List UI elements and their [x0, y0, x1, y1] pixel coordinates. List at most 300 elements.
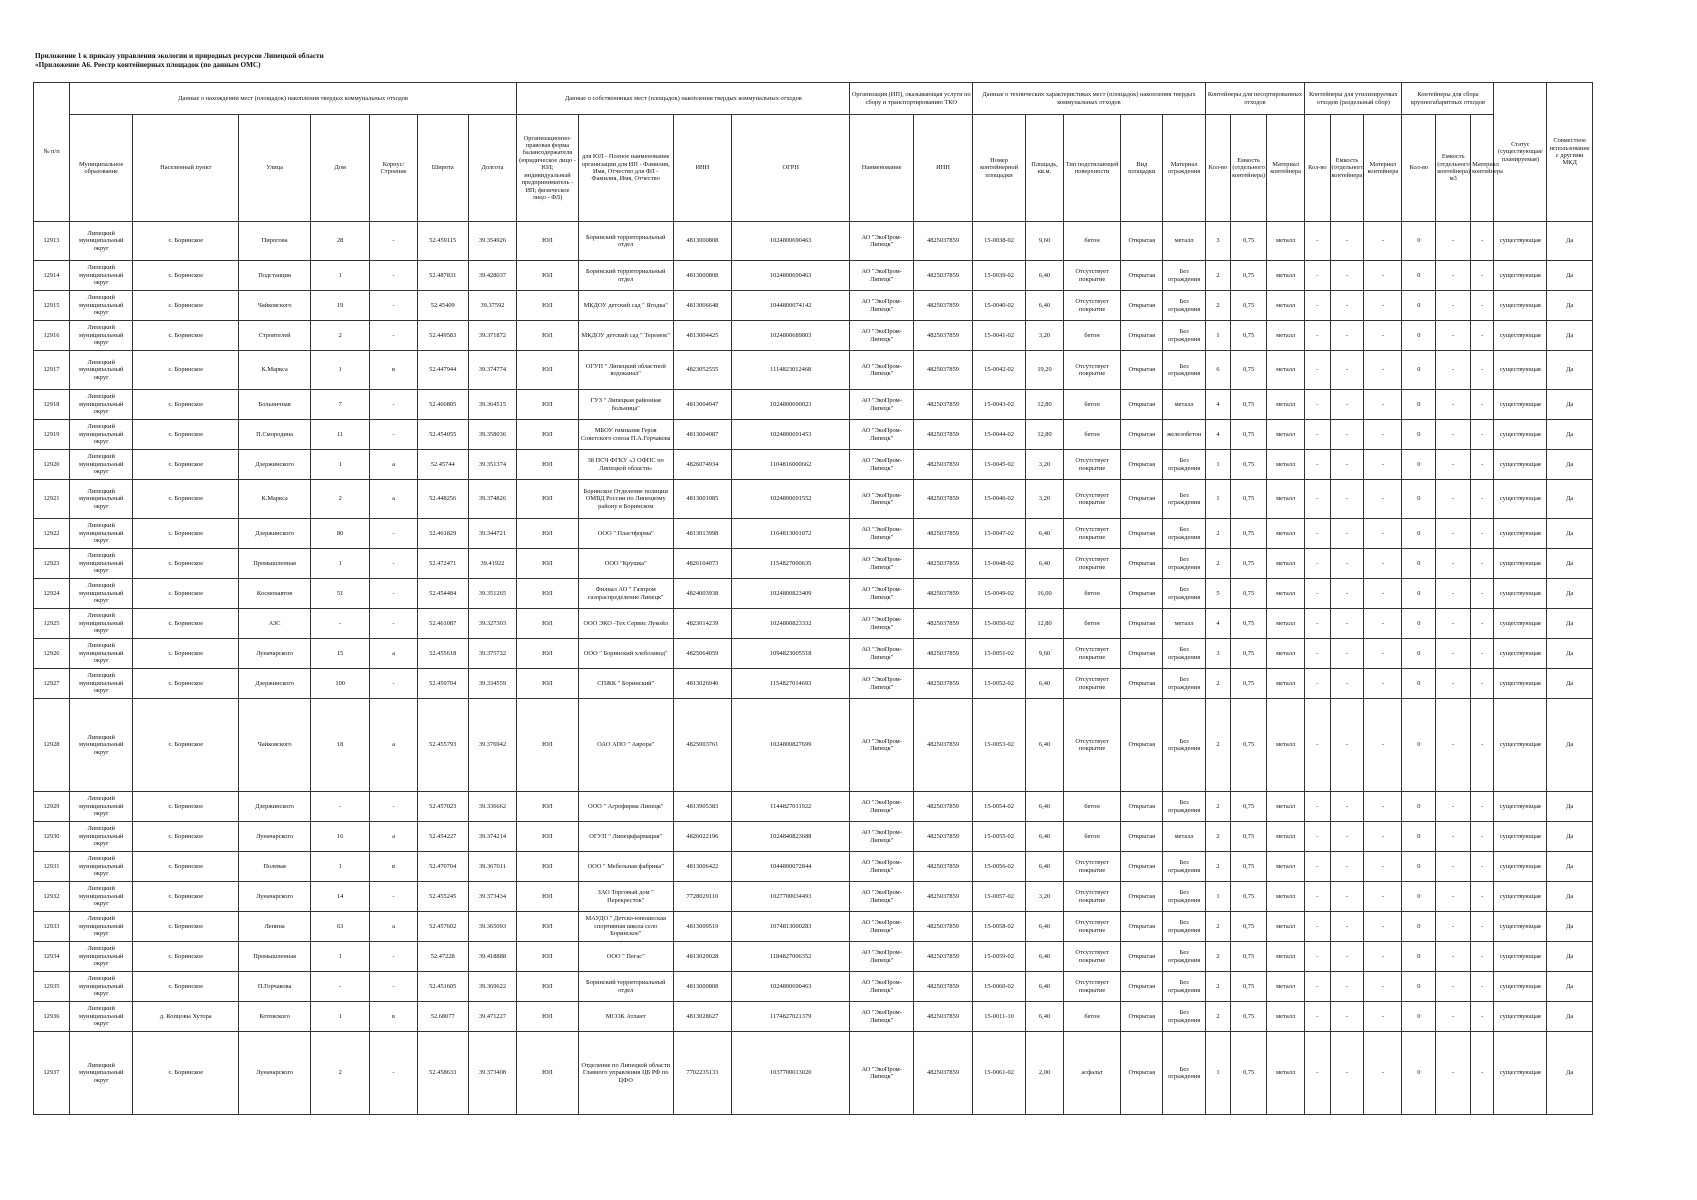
cell-status: существующая [1494, 699, 1547, 792]
cell-house: 80 [311, 519, 370, 549]
table-row [34, 1032, 1593, 1115]
col-header-operator-inn: ИНН [913, 115, 972, 222]
cell-ogrn: 1154827014693 [731, 669, 849, 699]
cell-bulky-material: - [1471, 321, 1494, 351]
cell-house: 16 [311, 822, 370, 852]
cell-mixed-material: металл [1267, 390, 1305, 420]
cell-lon: 39.37592 [468, 291, 517, 321]
cell-mixed-qty: 2 [1205, 942, 1230, 972]
cell-lon: 39.358036 [468, 420, 517, 450]
cell-building: - [370, 420, 418, 450]
cell-bulky-qty: 0 [1402, 669, 1436, 699]
cell-house: 18 [311, 699, 370, 792]
cell-mixed-qty: 2 [1205, 792, 1230, 822]
cell-bulky-capacity: - [1436, 1002, 1471, 1032]
cell-legal-form: ЮЛ [517, 852, 578, 882]
cell-legal-form: ЮЛ [517, 579, 578, 609]
cell-house: 1 [311, 351, 370, 390]
cell-area: 6,40 [1025, 852, 1063, 882]
cell-area: 3,20 [1025, 480, 1063, 519]
cell-site-type: Открытая [1121, 972, 1163, 1002]
cell-owner-inn: 4813004087 [673, 420, 731, 450]
cell-street: Подстанция [239, 261, 311, 291]
cell-surface: Отсутствует покрытие [1064, 450, 1121, 480]
cell-recyc-qty: - [1305, 519, 1330, 549]
cell-owner-inn: 4813905383 [673, 792, 731, 822]
cell-site-number: 15-0059-02 [973, 942, 1026, 972]
col-header-recyc-capacity: Емкость (отдельного контейнера) [1330, 115, 1364, 222]
cell-bulky-qty: 0 [1402, 699, 1436, 792]
cell-recyc-capacity: - [1330, 1032, 1364, 1115]
cell-building: - [370, 222, 418, 261]
cell-area: 6,40 [1025, 549, 1063, 579]
cell-area: 3,20 [1025, 450, 1063, 480]
header-line-1: Приложение 1 к приказу управления экологии и природных ресурсов Липецкой области [35, 52, 324, 60]
cell-ogrn: 1184827006352 [731, 942, 849, 972]
cell-operator-name: АО "ЭкоПром-Липецк" [850, 882, 913, 912]
cell-num: 12914 [34, 261, 70, 291]
cell-recyc-capacity: - [1330, 792, 1364, 822]
cell-mixed-qty: 2 [1205, 549, 1230, 579]
cell-recyc-material: - [1364, 792, 1402, 822]
cell-lon: 39.354926 [468, 222, 517, 261]
cell-bulky-qty: 0 [1402, 972, 1436, 1002]
cell-operator-name: АО "ЭкоПром-Липецк" [850, 390, 913, 420]
cell-bulky-qty: 0 [1402, 822, 1436, 852]
cell-house: 1 [311, 1002, 370, 1032]
cell-lat: 52.47228 [417, 942, 468, 972]
cell-owner-inn: 7728029110 [673, 882, 731, 912]
cell-site-type: Открытая [1121, 390, 1163, 420]
cell-operator-inn: 4825037859 [913, 912, 972, 942]
cell-house: 51 [311, 579, 370, 609]
cell-legal-form: ЮЛ [517, 390, 578, 420]
cell-mo: Липецкий муниципальный округ [69, 942, 132, 972]
cell-recyc-material: - [1364, 912, 1402, 942]
cell-bulky-qty: 0 [1402, 942, 1436, 972]
cell-site-type: Открытая [1121, 912, 1163, 942]
cell-mixed-material: металл [1267, 450, 1305, 480]
cell-bulky-capacity: - [1436, 261, 1471, 291]
cell-mixed-material: металл [1267, 321, 1305, 351]
cell-street: Дзержинского [239, 669, 311, 699]
cell-bulky-qty: 0 [1402, 882, 1436, 912]
cell-recyc-qty: - [1305, 1002, 1330, 1032]
cell-status: существующая [1494, 882, 1547, 912]
cell-legal-form: ЮЛ [517, 549, 578, 579]
cell-owner-inn: 4813006422 [673, 852, 731, 882]
cell-building: в [370, 1002, 418, 1032]
cell-street: Чайковского [239, 699, 311, 792]
cell-mixed-qty: 1 [1205, 450, 1230, 480]
cell-mixed-material: металл [1267, 261, 1305, 291]
cell-area: 6,40 [1025, 942, 1063, 972]
cell-lat: 52.470704 [417, 852, 468, 882]
cell-bulky-material: - [1471, 912, 1494, 942]
col-header-num: № п/п [34, 83, 70, 222]
cell-recyc-capacity: - [1330, 321, 1364, 351]
cell-owner-name: Боринский территориальный отдел [578, 222, 673, 261]
cell-building: - [370, 942, 418, 972]
cell-area: 6,40 [1025, 261, 1063, 291]
cell-street: Чайковского [239, 291, 311, 321]
table-row [34, 699, 1593, 792]
cell-legal-form: ЮЛ [517, 609, 578, 639]
cell-building: а [370, 450, 418, 480]
cell-owner-name: Боринское Отделение полиции ОМВД России по Липецкому району в Боринском [578, 480, 673, 519]
cell-status: существующая [1494, 450, 1547, 480]
cell-street: Луначарского [239, 882, 311, 912]
cell-owner-name: ООО " Пластформа" [578, 519, 673, 549]
cell-surface: Отсутствует покрытие [1064, 549, 1121, 579]
cell-site-number: 15-0043-02 [973, 390, 1026, 420]
cell-house: 2 [311, 480, 370, 519]
cell-operator-name: АО "ЭкоПром-Липецк" [850, 792, 913, 822]
cell-mo: Липецкий муниципальный округ [69, 450, 132, 480]
cell-recyc-capacity: - [1330, 291, 1364, 321]
cell-building: - [370, 291, 418, 321]
cell-owner-inn: 4826074934 [673, 450, 731, 480]
col-header-building: Корпус/Строение [370, 115, 418, 222]
cell-mixed-qty: 2 [1205, 912, 1230, 942]
cell-mixed-material: металл [1267, 972, 1305, 1002]
cell-operator-inn: 4825037859 [913, 852, 972, 882]
cell-operator-name: АО "ЭкоПром-Липецк" [850, 420, 913, 450]
cell-bulky-qty: 0 [1402, 222, 1436, 261]
col-header-operator-name: Наименование [850, 115, 913, 222]
cell-operator-inn: 4825037859 [913, 390, 972, 420]
cell-status: существующая [1494, 1032, 1547, 1115]
cell-area: 6,40 [1025, 912, 1063, 942]
cell-mixed-capacity: 0,75 [1231, 579, 1267, 609]
cell-legal-form: ЮЛ [517, 480, 578, 519]
cell-site-number: 15-0051-02 [973, 639, 1026, 669]
cell-mo: Липецкий муниципальный округ [69, 669, 132, 699]
cell-area: 19,20 [1025, 351, 1063, 390]
cell-settlement: с. Боринское [133, 450, 239, 480]
cell-owner-inn: 4813000808 [673, 261, 731, 291]
cell-recyc-capacity: - [1330, 261, 1364, 291]
cell-operator-name: АО "ЭкоПром-Липецк" [850, 579, 913, 609]
cell-site-type: Открытая [1121, 699, 1163, 792]
cell-surface: Отсутствует покрытие [1064, 882, 1121, 912]
cell-owner-name: Филиал АО " Газпром газораспределение Липецк" [578, 579, 673, 609]
cell-shared: Да [1547, 390, 1593, 420]
cell-operator-name: АО "ЭкоПром-Липецк" [850, 669, 913, 699]
cell-lon: 39.374826 [468, 480, 517, 519]
cell-bulky-material: - [1471, 390, 1494, 420]
cell-owner-name: ОГУП " Липецкий областной водоканал" [578, 351, 673, 390]
cell-mixed-material: металл [1267, 222, 1305, 261]
cell-shared: Да [1547, 972, 1593, 1002]
cell-lon: 39.364515 [468, 390, 517, 420]
cell-mixed-material: металл [1267, 549, 1305, 579]
cell-surface: бетон [1064, 222, 1121, 261]
cell-owner-inn: 4813004425 [673, 321, 731, 351]
cell-lat: 52.448256 [417, 480, 468, 519]
cell-recyc-capacity: - [1330, 609, 1364, 639]
cell-building: - [370, 609, 418, 639]
cell-recyc-capacity: - [1330, 549, 1364, 579]
cell-mixed-qty: 1 [1205, 321, 1230, 351]
cell-mo: Липецкий муниципальный округ [69, 972, 132, 1002]
table-row [34, 1002, 1593, 1032]
cell-status: существующая [1494, 852, 1547, 882]
cell-site-number: 15-0040-02 [973, 291, 1026, 321]
cell-bulky-material: - [1471, 972, 1494, 1002]
cell-operator-inn: 4825037859 [913, 822, 972, 852]
cell-lat: 52.454055 [417, 420, 468, 450]
cell-street: П.Смородина [239, 420, 311, 450]
cell-surface: Отсутствует покрытие [1064, 480, 1121, 519]
cell-recyc-material: - [1364, 390, 1402, 420]
cell-house: 15 [311, 639, 370, 669]
cell-site-type: Открытая [1121, 420, 1163, 450]
cell-owner-name: ОГУП " Липецкфармация" [578, 822, 673, 852]
cell-recyc-qty: - [1305, 639, 1330, 669]
col-header-mixed-capacity: Емкость (отдельного контейнера) [1231, 115, 1267, 222]
cell-mo: Липецкий муниципальный округ [69, 1032, 132, 1115]
cell-shared: Да [1547, 942, 1593, 972]
cell-ogrn: 1024800823332 [731, 609, 849, 639]
cell-bulky-material: - [1471, 1002, 1494, 1032]
cell-mo: Липецкий муниципальный округ [69, 1002, 132, 1032]
cell-lat: 52.454227 [417, 822, 468, 852]
cell-mixed-material: металл [1267, 579, 1305, 609]
cell-surface: Отсутствует покрытие [1064, 351, 1121, 390]
cell-street: Луначарского [239, 1032, 311, 1115]
cell-status: существующая [1494, 420, 1547, 450]
cell-mixed-qty: 2 [1205, 852, 1230, 882]
cell-lat: 52.68077 [417, 1002, 468, 1032]
cell-fence: Без ограждения [1163, 972, 1205, 1002]
cell-status: существующая [1494, 792, 1547, 822]
cell-recyc-qty: - [1305, 912, 1330, 942]
cell-recyc-capacity: - [1330, 639, 1364, 669]
cell-mixed-qty: 2 [1205, 291, 1230, 321]
cell-recyc-capacity: - [1330, 480, 1364, 519]
table-row [34, 450, 1593, 480]
cell-operator-name: АО "ЭкоПром-Липецк" [850, 699, 913, 792]
cell-area: 6,40 [1025, 699, 1063, 792]
cell-recyc-material: - [1364, 579, 1402, 609]
cell-num: 12935 [34, 972, 70, 1002]
cell-site-number: 15-0048-02 [973, 549, 1026, 579]
cell-legal-form: ЮЛ [517, 519, 578, 549]
cell-area: 6,40 [1025, 669, 1063, 699]
cell-mixed-capacity: 0,75 [1231, 351, 1267, 390]
cell-recyc-qty: - [1305, 852, 1330, 882]
cell-recyc-material: - [1364, 639, 1402, 669]
cell-recyc-qty: - [1305, 291, 1330, 321]
cell-owner-inn: 4813001085 [673, 480, 731, 519]
cell-num: 12921 [34, 480, 70, 519]
cell-surface: Отсутствует покрытие [1064, 699, 1121, 792]
cell-legal-form: ЮЛ [517, 942, 578, 972]
cell-status: существующая [1494, 351, 1547, 390]
cell-owner-inn: 4823014239 [673, 609, 731, 639]
cell-recyc-qty: - [1305, 261, 1330, 291]
cell-mixed-material: металл [1267, 822, 1305, 852]
cell-mo: Липецкий муниципальный округ [69, 480, 132, 519]
cell-settlement: с. Боринское [133, 420, 239, 450]
cell-fence: Без ограждения [1163, 852, 1205, 882]
cell-operator-inn: 4825037859 [913, 291, 972, 321]
cell-mo: Липецкий муниципальный округ [69, 222, 132, 261]
cell-status: существующая [1494, 480, 1547, 519]
cell-mixed-capacity: 0,75 [1231, 450, 1267, 480]
cell-surface: бетон [1064, 390, 1121, 420]
cell-fence: Без ограждения [1163, 882, 1205, 912]
cell-lon: 39.351265 [468, 579, 517, 609]
cell-site-type: Открытая [1121, 882, 1163, 912]
col-header-surface: Тип подстилающей поверхности [1064, 115, 1121, 222]
cell-recyc-capacity: - [1330, 852, 1364, 882]
cell-recyc-qty: - [1305, 351, 1330, 390]
cell-site-type: Открытая [1121, 519, 1163, 549]
cell-mixed-qty: 2 [1205, 669, 1230, 699]
cell-operator-inn: 4825037859 [913, 222, 972, 261]
cell-surface: бетон [1064, 609, 1121, 639]
cell-site-number: 15-0060-02 [973, 972, 1026, 1002]
cell-mixed-qty: 4 [1205, 420, 1230, 450]
cell-bulky-qty: 0 [1402, 1032, 1436, 1115]
cell-status: существующая [1494, 1002, 1547, 1032]
cell-mo: Липецкий муниципальный округ [69, 390, 132, 420]
cell-operator-name: АО "ЭкоПром-Липецк" [850, 291, 913, 321]
table-row [34, 852, 1593, 882]
cell-site-number: 15-0044-02 [973, 420, 1026, 450]
cell-site-number: 15-0042-02 [973, 351, 1026, 390]
cell-recyc-material: - [1364, 882, 1402, 912]
cell-num: 12925 [34, 609, 70, 639]
cell-mixed-material: металл [1267, 609, 1305, 639]
cell-recyc-capacity: - [1330, 1002, 1364, 1032]
cell-fence: Без ограждения [1163, 1002, 1205, 1032]
cell-bulky-material: - [1471, 882, 1494, 912]
cell-area: 12,80 [1025, 390, 1063, 420]
cell-area: 16,00 [1025, 579, 1063, 609]
cell-num: 12930 [34, 822, 70, 852]
cell-mo: Липецкий муниципальный округ [69, 321, 132, 351]
cell-recyc-material: - [1364, 852, 1402, 882]
cell-bulky-capacity: - [1436, 222, 1471, 261]
cell-street: Промышленная [239, 549, 311, 579]
cell-bulky-material: - [1471, 420, 1494, 450]
table-row [34, 579, 1593, 609]
cell-mixed-material: металл [1267, 912, 1305, 942]
cell-operator-inn: 4825037859 [913, 450, 972, 480]
cell-bulky-qty: 0 [1402, 549, 1436, 579]
cell-ogrn: 1154827000635 [731, 549, 849, 579]
table-row [34, 390, 1593, 420]
cell-street: Котовского [239, 1002, 311, 1032]
col-header-owner-inn: ИНН [673, 115, 731, 222]
cell-site-number: 15-0045-02 [973, 450, 1026, 480]
cell-bulky-material: - [1471, 852, 1494, 882]
cell-lon: 39.471227 [468, 1002, 517, 1032]
cell-surface: бетон [1064, 321, 1121, 351]
group-header-recyclable: Контейнеры для утилизируемых отходов (раздельный сбор) [1305, 83, 1402, 115]
cell-settlement: с. Боринское [133, 390, 239, 420]
cell-lat: 52.447944 [417, 351, 468, 390]
cell-settlement: с. Боринское [133, 291, 239, 321]
cell-recyc-qty: - [1305, 792, 1330, 822]
cell-shared: Да [1547, 222, 1593, 261]
cell-num: 12913 [34, 222, 70, 261]
cell-fence: Без ограждения [1163, 579, 1205, 609]
cell-surface: бетон [1064, 420, 1121, 450]
cell-recyc-capacity: - [1330, 579, 1364, 609]
cell-mixed-capacity: 0,75 [1231, 549, 1267, 579]
cell-ogrn: 1024800827699 [731, 699, 849, 792]
cell-mixed-qty: 2 [1205, 261, 1230, 291]
cell-recyc-material: - [1364, 1002, 1402, 1032]
cell-site-number: 15-0047-02 [973, 519, 1026, 549]
cell-owner-name: МКДОУ детский сад " Ягодка" [578, 291, 673, 321]
cell-mixed-capacity: 0,75 [1231, 480, 1267, 519]
cell-lon: 39.373434 [468, 882, 517, 912]
cell-settlement: с. Боринское [133, 222, 239, 261]
cell-bulky-material: - [1471, 639, 1494, 669]
cell-lon: 39.336662 [468, 792, 517, 822]
cell-settlement: с. Боринское [133, 519, 239, 549]
cell-building: - [370, 882, 418, 912]
cell-bulky-material: - [1471, 792, 1494, 822]
cell-operator-name: АО "ЭкоПром-Липецк" [850, 972, 913, 1002]
col-header-mixed-material: Материал контейнера [1267, 115, 1305, 222]
cell-bulky-capacity: - [1436, 639, 1471, 669]
cell-fence: железобетон [1163, 420, 1205, 450]
cell-shared: Да [1547, 609, 1593, 639]
cell-ogrn: 1114823012468 [731, 351, 849, 390]
cell-ogrn: 1174827021379 [731, 1002, 849, 1032]
cell-num: 12917 [34, 351, 70, 390]
cell-recyc-material: - [1364, 480, 1402, 519]
cell-house: 1 [311, 942, 370, 972]
cell-owner-name: МБОУ гимназия Героя Советского союза П.А.Горчакова [578, 420, 673, 450]
cell-settlement: с. Боринское [133, 321, 239, 351]
cell-legal-form: ЮЛ [517, 450, 578, 480]
cell-recyc-qty: - [1305, 609, 1330, 639]
cell-owner-name: Боринский территориальный отдел [578, 972, 673, 1002]
cell-mo: Липецкий муниципальный округ [69, 852, 132, 882]
table-row [34, 942, 1593, 972]
cell-building: - [370, 972, 418, 1002]
cell-area: 9,60 [1025, 639, 1063, 669]
cell-bulky-capacity: - [1436, 792, 1471, 822]
cell-bulky-capacity: - [1436, 549, 1471, 579]
cell-shared: Да [1547, 549, 1593, 579]
col-header-settlement: Населенный пункт [133, 115, 239, 222]
cell-operator-inn: 4825037859 [913, 351, 972, 390]
col-header-mo: Муниципальное образование [69, 115, 132, 222]
cell-recyc-qty: - [1305, 549, 1330, 579]
cell-num: 12927 [34, 669, 70, 699]
cell-mixed-qty: 2 [1205, 1002, 1230, 1032]
cell-recyc-material: - [1364, 822, 1402, 852]
cell-mixed-qty: 3 [1205, 639, 1230, 669]
cell-owner-name: ГУЗ " Липецкая районная больница" [578, 390, 673, 420]
cell-owner-name: МСОК Атлант [578, 1002, 673, 1032]
cell-area: 12,80 [1025, 420, 1063, 450]
cell-status: существующая [1494, 549, 1547, 579]
cell-shared: Да [1547, 420, 1593, 450]
cell-owner-name: ООО "Крушка" [578, 549, 673, 579]
cell-owner-inn: 4813006648 [673, 291, 731, 321]
cell-mixed-material: металл [1267, 669, 1305, 699]
cell-operator-name: АО "ЭкоПром-Липецк" [850, 480, 913, 519]
